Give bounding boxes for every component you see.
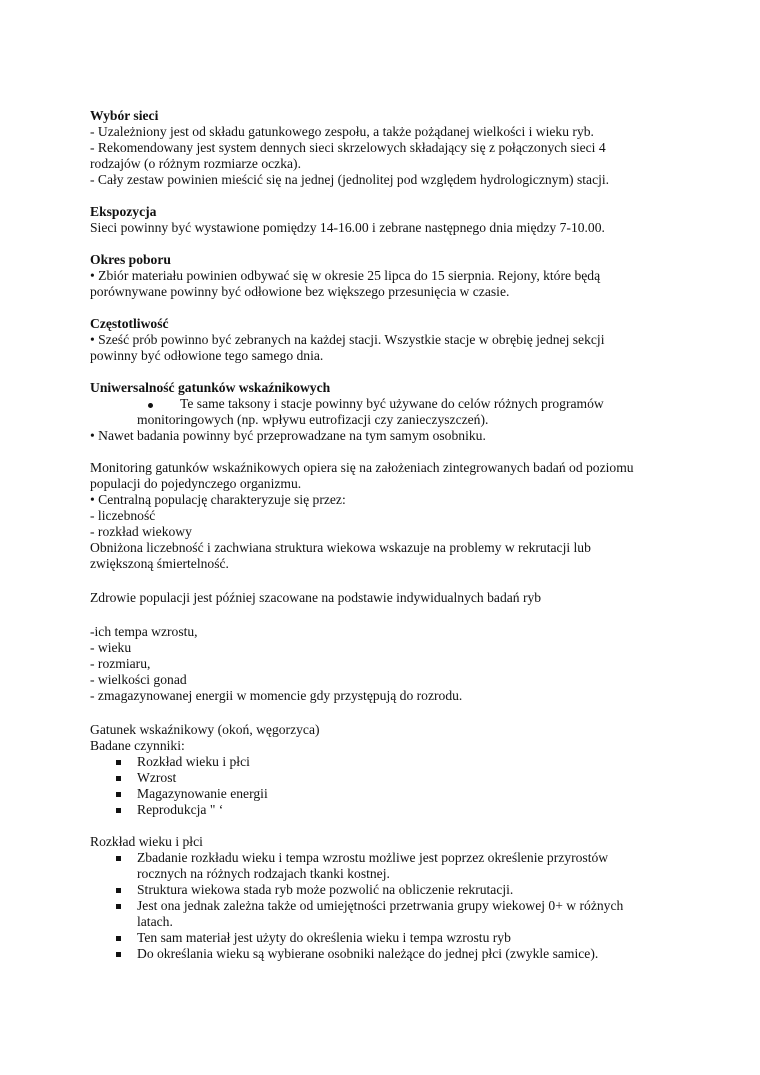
- section-heading-czestotliwosc: Częstotliwość: [90, 316, 169, 331]
- section-heading-ekspozycja: Ekspozycja: [90, 204, 157, 219]
- section-heading-okres-poboru: Okres poboru: [90, 252, 171, 267]
- square-bullet-icon: [116, 760, 121, 765]
- square-bullet-icon: [116, 888, 121, 893]
- text-line: - Uzależniony jest od składu gatunkowego zespołu, a także pożądanej wielkości i wieku ryb.: [90, 124, 594, 139]
- text-line: - wieku: [90, 640, 132, 655]
- list-item: Ten sam materiał jest użyty do określenia wieku i tempa wzrostu ryb: [137, 930, 511, 945]
- list-item: Jest ona jednak zależna także od umiejętności przetrwania grupy wiekowej 0+ w różnych: [137, 898, 624, 913]
- list-item: Struktura wiekowa stada ryb może pozwolić na obliczenie rekrutacji.: [137, 882, 514, 897]
- list-item: Rozkład wieku i płci: [137, 754, 250, 769]
- text-line: Te same taksony i stacje powinny być używane do celów różnych programów: [180, 396, 604, 411]
- bullet-dot-icon: [148, 403, 153, 408]
- square-bullet-icon: [116, 808, 121, 813]
- square-bullet-icon: [116, 792, 121, 797]
- section-heading-wybor-sieci: Wybór sieci: [90, 108, 159, 123]
- text-line: Monitoring gatunków wskaźnikowych opiera się na założeniach zintegrowanych badań od poziomu: [90, 460, 634, 475]
- text-line: Gatunek wskaźnikowy (okoń, węgorzyca): [90, 722, 320, 737]
- square-bullet-icon: [116, 952, 121, 957]
- text-line: Zdrowie populacji jest później szacowane na podstawie indywidualnych badań ryb: [90, 590, 542, 605]
- text-line: • Sześć prób powinno być zebranych na każdej stacji. Wszystkie stacje w obrębię jednej sekcji: [90, 332, 605, 347]
- text-line: - Cały zestaw powinien mieścić się na jednej (jednolitej pod względem hydrologicznym) stacji.: [90, 172, 610, 187]
- text-line: porównywane powinny być odłowione bez większego przesunięcia w czasie.: [90, 284, 510, 299]
- text-line: • Nawet badania powinny być przeprowadzane na tym samym osobniku.: [90, 428, 486, 443]
- text-line: powinny być odłowione tego samego dnia.: [90, 348, 324, 363]
- text-line: • Centralną populację charakteryzuje się przez:: [90, 492, 346, 507]
- text-line: populacji do pojedynczego organizmu.: [90, 476, 302, 491]
- text-line: - rozmiaru,: [90, 656, 151, 671]
- text-line: - wielkości gonad: [90, 672, 187, 687]
- text-line: rodzajów (o różnym rozmiarze oczka).: [90, 156, 301, 171]
- text-line: -ich tempa wzrostu,: [90, 624, 198, 639]
- text-line: zwiększoną śmiertelność.: [90, 556, 229, 571]
- text-line: Sieci powinny być wystawione pomiędzy 14-16.00 i zebrane następnego dnia między 7-10.00.: [90, 220, 605, 235]
- section-heading-rozklad: Rozkład wieku i płci: [90, 834, 203, 849]
- list-item: Magazynowanie energii: [137, 786, 268, 801]
- square-bullet-icon: [116, 936, 121, 941]
- text-line: - rozkład wiekowy: [90, 524, 192, 539]
- square-bullet-icon: [116, 904, 121, 909]
- list-item-continuation: rocznych na różnych rodzajach tkanki kostnej.: [137, 866, 390, 881]
- text-line: Badane czynniki:: [90, 738, 185, 753]
- text-line: - Rekomendowany jest system dennych sieci skrzelowych składający się z połączonych sieci 4: [90, 140, 606, 155]
- list-item: Reprodukcja " ‘: [137, 802, 224, 817]
- list-item-continuation: latach.: [137, 914, 173, 929]
- square-bullet-icon: [116, 856, 121, 861]
- list-item: Zbadanie rozkładu wieku i tempa wzrostu możliwe jest poprzez określenie przyrostów: [137, 850, 609, 865]
- section-heading-uniwersalnosc: Uniwersalność gatunków wskaźnikowych: [90, 380, 331, 395]
- list-item: Do określania wieku są wybierane osobniki należące do jednej płci (zwykle samice).: [137, 946, 599, 961]
- square-bullet-icon: [116, 776, 121, 781]
- text-line: - zmagazynowanej energii w momencie gdy przystępują do rozrodu.: [90, 688, 463, 703]
- text-line: monitoringowych (np. wpływu eutrofizacji czy zanieczyszczeń).: [137, 412, 489, 427]
- text-line: - liczebność: [90, 508, 156, 523]
- list-item: Wzrost: [137, 770, 177, 785]
- text-line: • Zbiór materiału powinien odbywać się w okresie 25 lipca do 15 sierpnia. Rejony, które będą: [90, 268, 601, 283]
- text-line: Obniżona liczebność i zachwiana struktura wiekowa wskazuje na problemy w rekrutacji lub: [90, 540, 591, 555]
